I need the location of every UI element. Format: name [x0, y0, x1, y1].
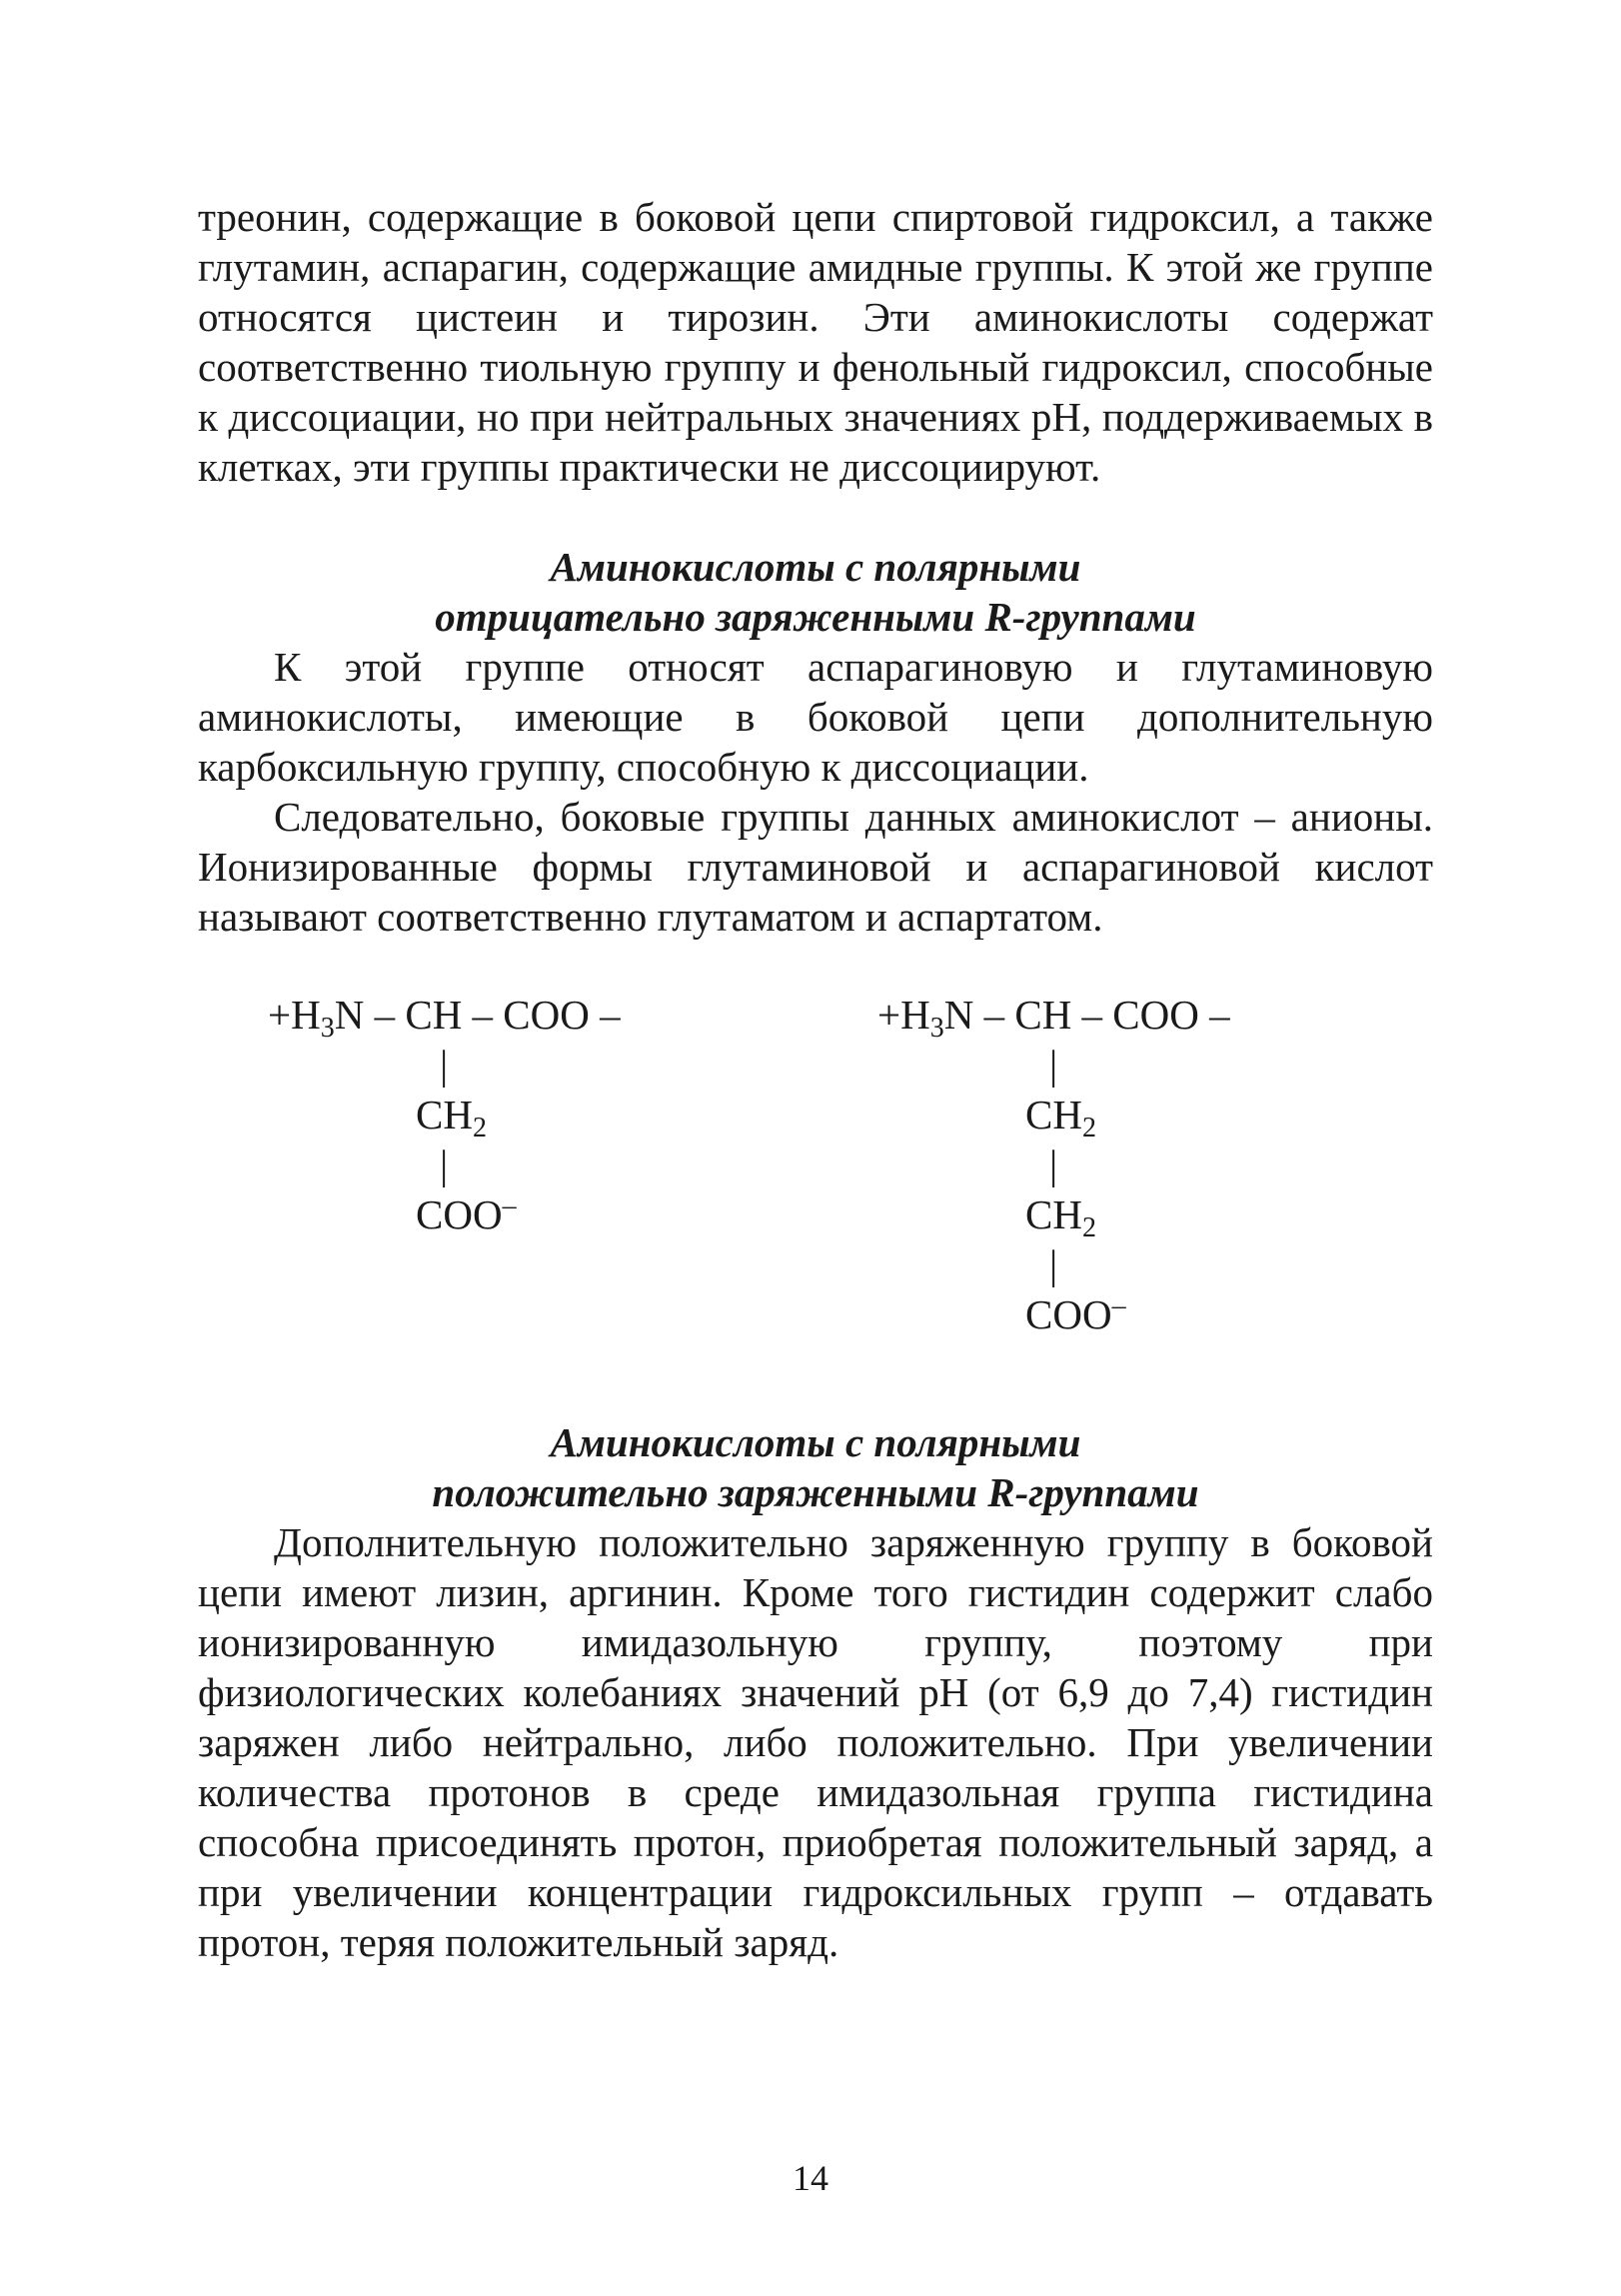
- formula-glutamate-bond-3: |: [1049, 1241, 1058, 1287]
- page-body: [198, 192, 1433, 1967]
- heading-positive-line1: Аминокислоты с полярными: [550, 1419, 1081, 1465]
- formula-glutamate-bond-1: |: [1049, 1042, 1058, 1088]
- formula-glutamate-backbone: $+H_3N$ – CH – COO –: [877, 992, 1230, 1044]
- formulas: [198, 990, 1433, 1369]
- heading-positive-line2: положительно заряженными R-группами: [432, 1469, 1199, 1515]
- paragraph-anions: Следовательно, боковые группы данных аминокислот – анионы. Ионизированные формы глутаминовой и аспарагиновой кислот называют соответственно глутаматом и аспартатом.: [198, 794, 1433, 940]
- heading-negative-line2: отрицательно заряженными R-группами: [435, 594, 1196, 640]
- heading-negative-line1: Аминокислоты с полярными: [550, 544, 1081, 590]
- paragraph-acidic: К этой группе относят аспарагиновую и глутаминовую аминокислоты, имеющие в боковой цепи дополнительную карбоксильную группу, способную к диссоциации.: [198, 644, 1433, 790]
- formula-aspartate-ch2: $CH_2$: [416, 1092, 487, 1144]
- paragraph-basic: Дополнительную положительно заряженную группу в боковой цепи имеют лизин, аргинин. Кроме того гистидин содержит слабо ионизированную имидазольную группу, поэтому при физиологических колебаниях значений pH (от 6,9 до 7,4) гистидин заряжен либо нейтрально, либо положительно. При увеличении количества протонов в среде имидазольная группа гистидина способна присоединять протон, приобретая положительный заряд, а при увеличении концентрации гидроксильных групп – отдавать протон, теряя положительный заряд.: [198, 1519, 1433, 1965]
- formula-aspartate-bond-1: |: [440, 1042, 449, 1088]
- formula-aspartate-bond-2: |: [440, 1142, 449, 1187]
- formula-glutamate-ch2-1: $CH_2$: [1025, 1092, 1096, 1144]
- formula-aspartate-backbone: $+H_3N$ – CH – COO –: [268, 992, 621, 1044]
- page-number: 14: [793, 2158, 828, 2198]
- formula-glutamate-bond-2: |: [1049, 1142, 1058, 1187]
- paragraph-intro: треонин, содержащие в боковой цепи спиртовой гидроксил, а также глутамин, аспарагин, содержащие амидные группы. К этой же группе относятся цистеин и тирозин. Эти аминокислоты содержат соответственно тиольную группу и фенольный гидроксил, способные к диссоциации, но при нейтральных значениях pH, поддерживаемых в клетках, эти группы практически не диссоциируют.: [198, 194, 1433, 490]
- formula-glutamate-coo: COO–: [1025, 1290, 1126, 1337]
- formula-glutamate-ch2-2: $CH_2$: [1025, 1191, 1096, 1243]
- formula-aspartate-coo: COO–: [416, 1190, 517, 1237]
